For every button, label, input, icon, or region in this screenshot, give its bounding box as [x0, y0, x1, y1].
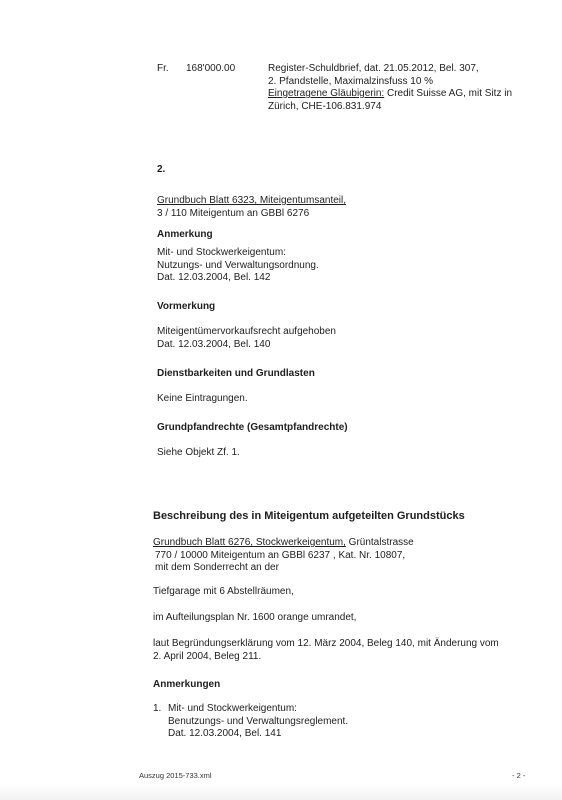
- anmerkung-block: [157, 247, 319, 285]
- list-item: [168, 703, 348, 741]
- footer-filename: Auszug 2015-733.xml: [139, 771, 212, 780]
- stockwerk-title: Grundbuch Blatt 6276, Stockwerkeigentum,: [153, 537, 346, 548]
- creditor-label: Eingetragene Gläubigerin:: [268, 88, 385, 99]
- page-edge-shadow: [0, 784, 562, 800]
- amount-value: 168'000.00: [186, 63, 236, 74]
- stockwerk-block: [153, 537, 414, 575]
- anmerkung-line: Mit- und Stockwerkeigentum:: [157, 247, 286, 258]
- list-item-line: Benutzungs- und Verwaltungsreglement.: [168, 715, 349, 727]
- begruendung-line: 2. April 2004, Beleg 211.: [153, 650, 262, 662]
- dienstbarkeiten-heading: Dienstbarkeiten und Grundlasten: [157, 368, 315, 379]
- grundpfandrechte-heading: Grundpfandrechte (Gesamtpfandrechte): [157, 422, 348, 433]
- pfandstelle-line: 2. Pfandstelle, Maximalzinsfuss 10 %: [268, 75, 434, 87]
- begruendung-line: laut Begründungserklärung vom 12. März 2004, Beleg 140, mit Änderung vom: [153, 638, 499, 649]
- list-item-number: 1.: [153, 703, 162, 714]
- schuldbrief-line: Register-Schuldbrief, dat. 21.05.2012, Bel. 307,: [268, 63, 479, 74]
- street-name: Grüntalstrasse: [345, 537, 414, 548]
- grundpfandrechte-text: Siehe Objekt Zf. 1.: [157, 447, 240, 458]
- creditor-line-2: Zürich, CHE-106.831.974: [268, 100, 382, 112]
- grundbuch-title: Grundbuch Blatt 6323, Miteigentumsanteil,: [157, 195, 346, 206]
- schuldbrief-description: [268, 63, 512, 113]
- creditor-line: [268, 88, 512, 101]
- grundbuch-sub: 3 / 110 Miteigentum an GBBl 6276: [157, 207, 310, 219]
- vormerkung-heading: Vormerkung: [157, 301, 216, 312]
- grundbuch-block: [157, 195, 346, 220]
- list-item-line: Dat. 12.03.2004, Bel. 141: [168, 728, 282, 739]
- sonderrecht-line: mit dem Sonderrecht an der: [155, 562, 279, 573]
- vormerkung-block: [157, 326, 336, 351]
- section-number: 2.: [157, 164, 166, 175]
- vormerkung-line: Dat. 12.03.2004, Bel. 140: [157, 338, 271, 350]
- creditor-text: Credit Suisse AG, mit Sitz in: [384, 88, 513, 99]
- anmerkung-line: Dat. 12.03.2004, Bel. 142: [157, 272, 271, 283]
- begruendung-block: [153, 638, 499, 663]
- tiefgarage-text: Tiefgarage mit 6 Abstellräumen,: [153, 586, 294, 597]
- currency-label: Fr.: [157, 63, 169, 74]
- list-item-line: Mit- und Stockwerkeigentum:: [168, 703, 297, 714]
- anmerkung-heading: Anmerkung: [157, 229, 213, 240]
- anmerkung-line: Nutzungs- und Verwaltungsordnung.: [157, 259, 319, 271]
- page-number: - 2 -: [512, 771, 526, 780]
- dienstbarkeiten-text: Keine Eintragungen.: [157, 393, 248, 404]
- anmerkungen-heading: Anmerkungen: [153, 679, 221, 690]
- stockwerk-title-line: [153, 537, 414, 550]
- beschreibung-heading: Beschreibung des in Miteigentum aufgeteilten Grundstücks: [153, 510, 465, 522]
- miteigentum-line: 770 / 10000 Miteigentum an GBBl 6237 , Kat. Nr. 10807,: [155, 549, 406, 561]
- vormerkung-line: Miteigentümervorkaufsrecht aufgehoben: [157, 326, 336, 337]
- aufteilungsplan-text: im Aufteilungsplan Nr. 1600 orange umrandet,: [153, 612, 357, 623]
